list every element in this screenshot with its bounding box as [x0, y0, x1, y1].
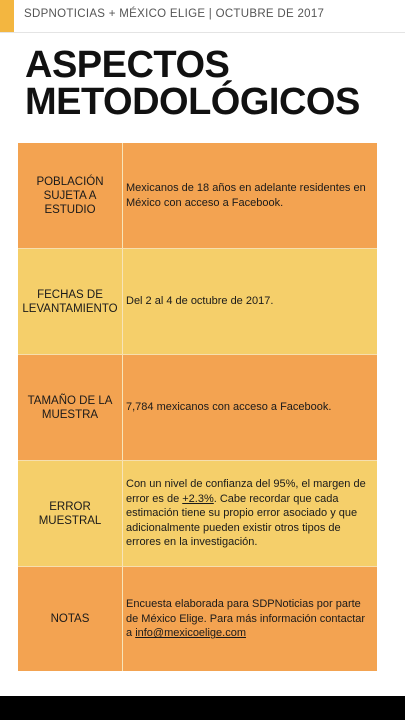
header-accent-bar: [0, 0, 14, 32]
row-value: [123, 355, 377, 460]
table-row-tamano: [18, 355, 377, 461]
table-row-fechas: [18, 249, 377, 355]
row-label: FECHAS DE LEVANTAMIENTO: [18, 249, 123, 354]
table-row-error: [18, 461, 377, 567]
page-title: [25, 44, 395, 123]
methodology-table: [18, 143, 377, 671]
title-line-2: METODOLÓGICOS: [25, 81, 360, 123]
row-value: [123, 461, 377, 566]
row-value-text: Mexicanos de 18 años en adelante residentes en México con acceso a Facebook.: [126, 182, 366, 209]
bottom-bar: [0, 696, 405, 720]
row-value: [123, 249, 377, 354]
row-value: [123, 143, 377, 248]
table-row-poblacion: [18, 143, 377, 249]
row-value-text: Del 2 al 4 de octubre de 2017.: [126, 295, 274, 308]
error-text-post: . Cabe recordar que cada estimación tiene su propio error asociado y que adicionalmente pueden existir otros tipos de errores en la investigación.: [126, 492, 358, 549]
row-label: ERROR MUESTRAL: [18, 461, 123, 566]
row-value: [123, 567, 377, 671]
notas-text-pre: Encuesta elaborada para SDPNoticias por parte de México Elige. Para más información contactar a: [126, 598, 366, 640]
row-value-text: [126, 597, 371, 641]
row-value-text: 7,784 mexicanos con acceso a Facebook.: [126, 401, 332, 414]
table-row-notas: [18, 567, 377, 671]
row-label: TAMAÑO DE LA MUESTRA: [18, 355, 123, 460]
row-value-text: [126, 477, 371, 550]
error-margin: +2.3%: [182, 492, 214, 505]
top-header: [0, 0, 405, 33]
row-label: POBLACIÓN SUJETA A ESTUDIO: [18, 143, 123, 248]
contact-email-link[interactable]: info@mexicoelige.com: [135, 627, 247, 640]
error-text-pre: Con un nivel de confianza del 95%, el margen de error es de: [126, 478, 366, 505]
title-line-1: ASPECTOS: [25, 44, 230, 86]
row-label: NOTAS: [18, 567, 123, 671]
header-text: SDPNOTICIAS + MÉXICO ELIGE | OCTUBRE DE 2017: [24, 8, 325, 20]
